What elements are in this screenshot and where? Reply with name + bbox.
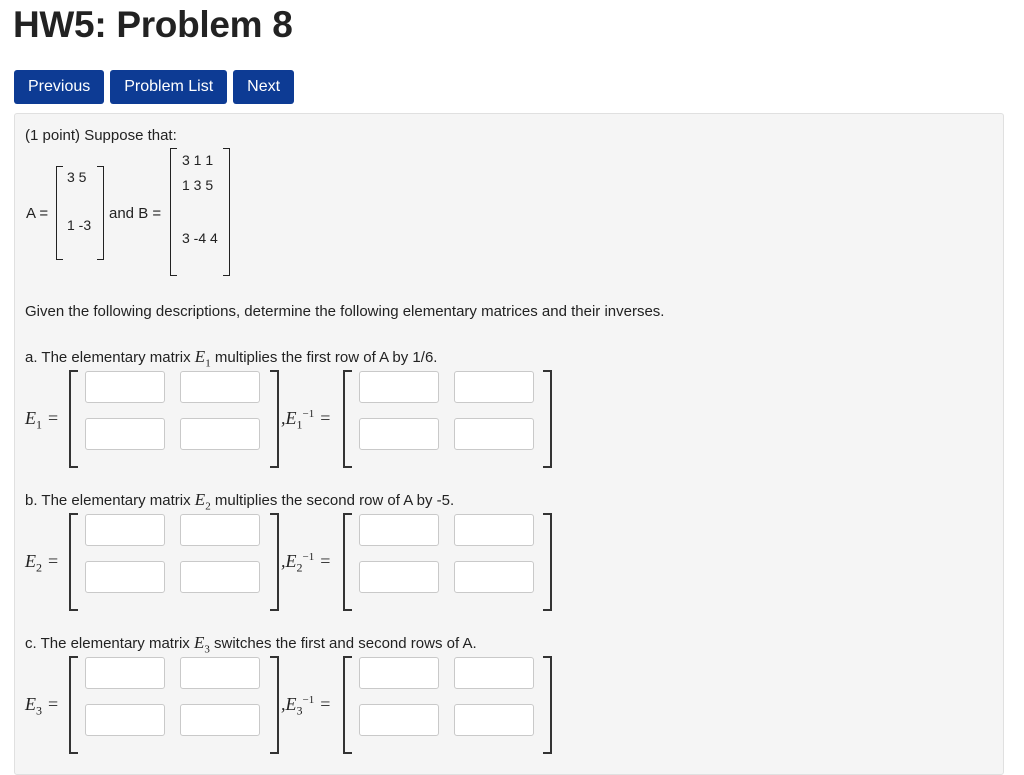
e1-label: $E_1$ =	[25, 408, 59, 432]
e2-right-bracket	[270, 513, 279, 611]
e3-inverse-entry-1-2[interactable]	[454, 657, 534, 689]
matrix-a-left-bracket	[56, 166, 63, 260]
e2-inverse-entry-1-2[interactable]	[454, 514, 534, 546]
e2-inverse-entry-2-1[interactable]	[359, 561, 439, 593]
matrix-b-row-2: 1 3 5	[182, 177, 214, 193]
next-button[interactable]: Next	[233, 70, 294, 104]
e3-inverse-entry-2-1[interactable]	[359, 704, 439, 736]
e2-entry-1-2[interactable]	[180, 514, 260, 546]
problem-intro: (1 point) Suppose that:	[25, 127, 177, 144]
e1-inverse-entry-2-1[interactable]	[359, 418, 439, 450]
e3-inverse-label: $,E_3^{-1}$ =	[281, 694, 331, 718]
instructions: Given the following descriptions, determine the following elementary matrices and their inverses.	[25, 303, 665, 320]
e1-inverse-entry-1-2[interactable]	[454, 371, 534, 403]
e3-label: $E_3$ =	[25, 694, 59, 718]
e1-inverse-entry-1-1[interactable]	[359, 371, 439, 403]
problem-panel	[14, 113, 1004, 775]
matrix-b-row-3: 3 -4 4	[182, 230, 218, 246]
e3-inverse-right-bracket	[543, 656, 552, 754]
e1-inverse-left-bracket	[343, 370, 352, 468]
part-a-symbol: $E_1$	[194, 347, 211, 370]
e2-entry-2-2[interactable]	[180, 561, 260, 593]
problem-list-button[interactable]: Problem List	[110, 70, 227, 104]
e3-entry-1-2[interactable]	[180, 657, 260, 689]
e3-right-bracket	[270, 656, 279, 754]
e1-left-bracket	[69, 370, 78, 468]
matrix-b-right-bracket	[223, 148, 230, 276]
e3-left-bracket	[69, 656, 78, 754]
e1-entry-1-1[interactable]	[85, 371, 165, 403]
e1-inverse-entry-2-2[interactable]	[454, 418, 534, 450]
e3-entry-2-1[interactable]	[85, 704, 165, 736]
part-b-description: b. The elementary matrix $E_2$ multiplies the second row of A by -5.	[25, 490, 455, 513]
e1-inverse-label: $,E_1^{-1}$ =	[281, 408, 331, 432]
e2-inverse-right-bracket	[543, 513, 552, 611]
e1-entry-2-2[interactable]	[180, 418, 260, 450]
matrix-a-label: A =	[26, 205, 49, 222]
e3-inverse-left-bracket	[343, 656, 352, 754]
e2-entry-2-1[interactable]	[85, 561, 165, 593]
matrix-a-row-2: 1 -3	[67, 217, 92, 233]
previous-button[interactable]: Previous	[14, 70, 104, 104]
page-title: HW5: Problem 8	[13, 4, 293, 45]
e2-inverse-entry-2-2[interactable]	[454, 561, 534, 593]
part-b-symbol: $E_2$	[194, 490, 211, 513]
e2-entry-1-1[interactable]	[85, 514, 165, 546]
part-c-description: c. The elementary matrix $E_3$ switches the first and second rows of A.	[25, 633, 477, 656]
matrix-a-row-1: 3 5	[67, 169, 87, 185]
e1-right-bracket	[270, 370, 279, 468]
problem-navigation	[14, 70, 294, 104]
matrix-b-left-bracket	[170, 148, 177, 276]
e3-entry-2-2[interactable]	[180, 704, 260, 736]
e3-inverse-entry-2-2[interactable]	[454, 704, 534, 736]
matrix-b-row-1: 3 1 1	[182, 152, 214, 168]
e3-inverse-entry-1-1[interactable]	[359, 657, 439, 689]
part-c-symbol: $E_3$	[193, 633, 210, 656]
e1-entry-2-1[interactable]	[85, 418, 165, 450]
e1-entry-1-2[interactable]	[180, 371, 260, 403]
e2-left-bracket	[69, 513, 78, 611]
part-a-description: a. The elementary matrix $E_1$ multiplies the first row of A by 1/6.	[25, 347, 438, 370]
e2-inverse-entry-1-1[interactable]	[359, 514, 439, 546]
e2-label: $E_2$ =	[25, 551, 59, 575]
e3-entry-1-1[interactable]	[85, 657, 165, 689]
e1-inverse-right-bracket	[543, 370, 552, 468]
and-b-label: and B =	[109, 205, 162, 222]
e2-inverse-label: $,E_2^{-1}$ =	[281, 551, 331, 575]
e2-inverse-left-bracket	[343, 513, 352, 611]
matrix-a-right-bracket	[97, 166, 104, 260]
